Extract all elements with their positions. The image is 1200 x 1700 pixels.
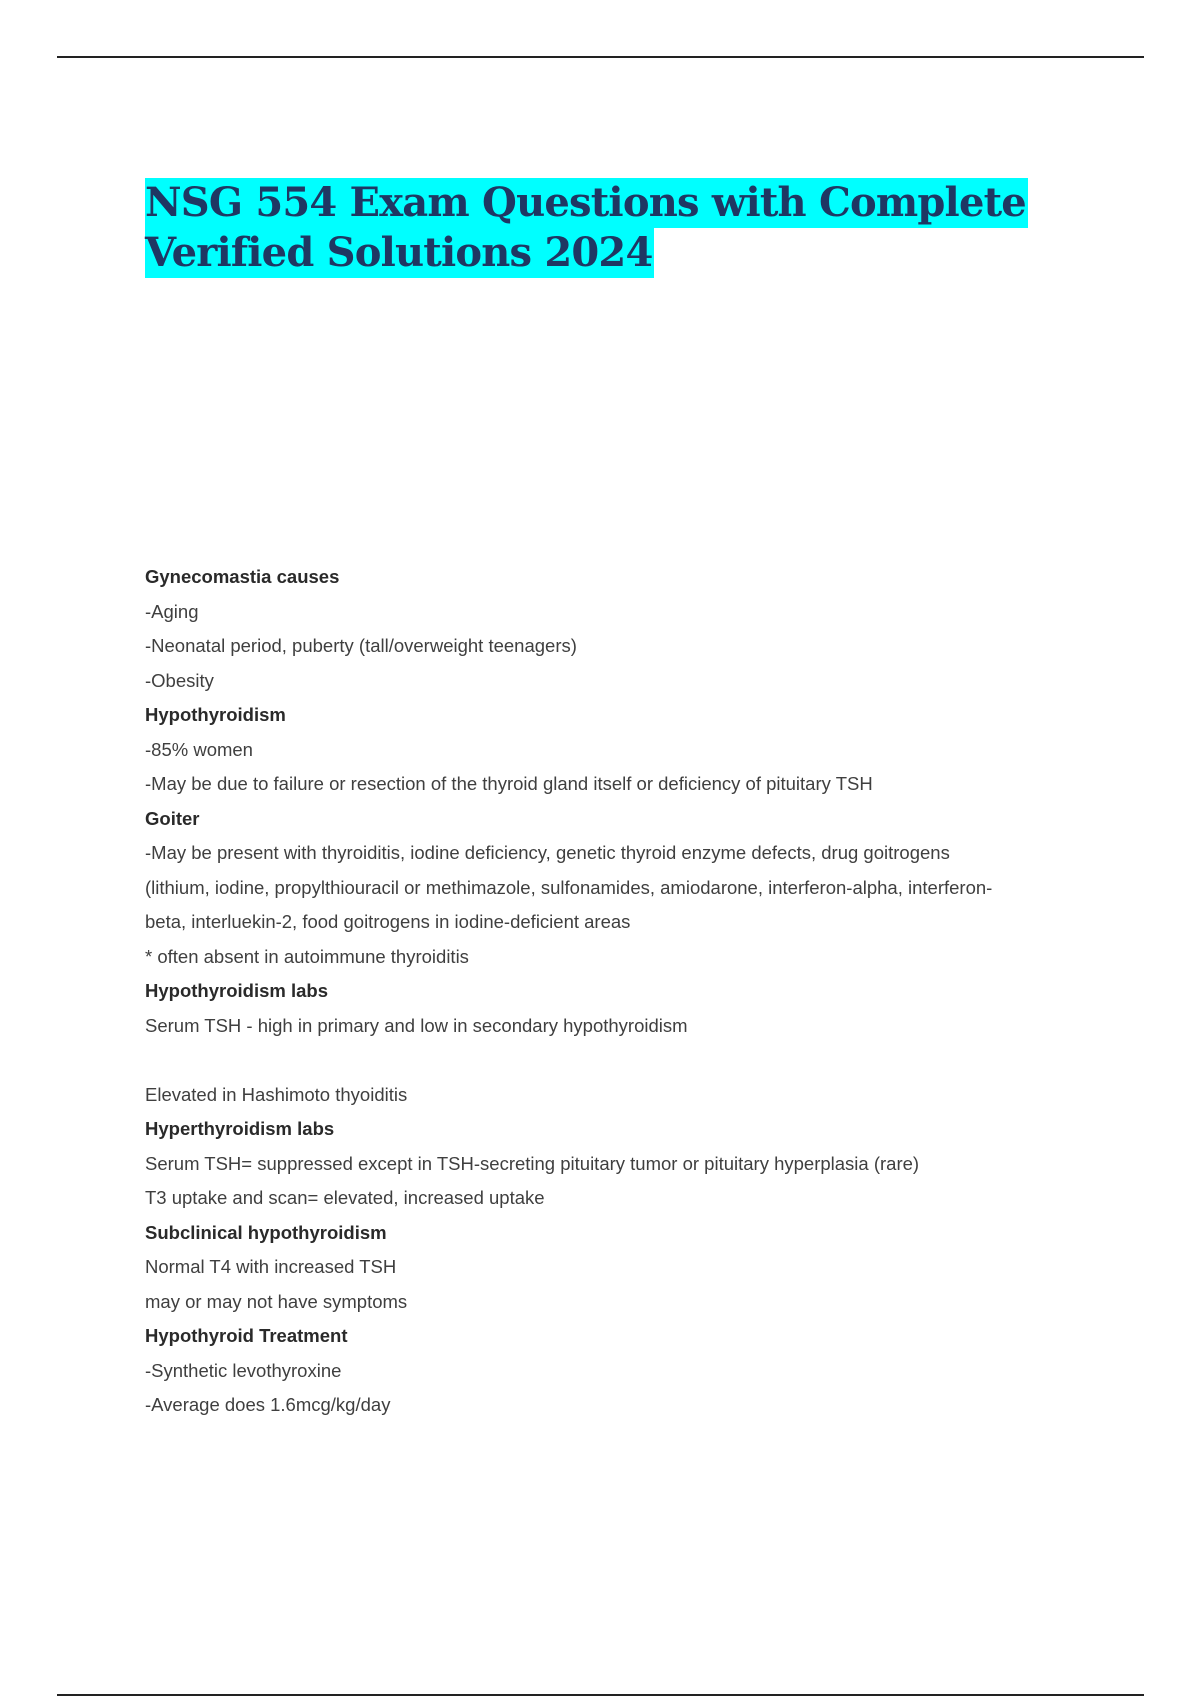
card-line: -Synthetic levothyroxine — [145, 1359, 342, 1381]
card-hypothyroidism-labs — [145, 974, 1085, 1112]
card-term: Goiter — [145, 807, 200, 829]
card-line: may or may not have symptoms — [145, 1290, 408, 1312]
flashcard-list — [145, 560, 1085, 1423]
card-line: -May be present with thyroiditis, iodine deficiency, genetic thyroid enzyme defects, drug goitrogens — [145, 842, 950, 863]
card-blank-line — [145, 1043, 1085, 1078]
card-line: beta, interluekin-2, food goitrogens in iodine-deficient areas — [145, 911, 631, 932]
card-gynecomastia — [145, 560, 1085, 698]
card-term: Gynecomastia causes — [145, 566, 340, 587]
card-hyperthyroidism-labs — [145, 1112, 1085, 1216]
card-goiter — [145, 802, 1085, 975]
card-line: T3 uptake and scan= elevated, increased uptake — [145, 1187, 545, 1208]
card-subclinical-hypothyroidism — [145, 1216, 1085, 1320]
card-line: Serum TSH= suppressed except in TSH-secreting pituitary tumor or pituitary hyperplasia (rare) — [145, 1152, 920, 1174]
card-line: -85% women — [145, 738, 253, 760]
card-line: Serum TSH - high in primary and low in secondary hypothyroidism — [145, 1014, 688, 1036]
header-rule — [57, 56, 1144, 58]
card-hypothyroid-treatment — [145, 1319, 1085, 1423]
card-line: -Neonatal period, puberty (tall/overweight teenagers) — [145, 635, 577, 656]
footer-rule — [57, 1694, 1144, 1696]
card-term: Subclinical hypothyroidism — [145, 1221, 387, 1243]
card-term: Hyperthyroidism labs — [145, 1118, 335, 1139]
card-term: Hypothyroidism — [145, 704, 286, 725]
card-line: -Aging — [145, 600, 199, 622]
card-line: (lithium, iodine, propylthiouracil or methimazole, sulfonamides, amiodarone, interferon-alpha, interferon- — [145, 876, 993, 898]
card-line: -Obesity — [145, 669, 214, 691]
title-line-2: Verified Solutions 2024 — [145, 229, 653, 276]
card-term: Hypothyroid Treatment — [145, 1325, 348, 1346]
card-line: * often absent in autoimmune thyroiditis — [145, 945, 469, 967]
card-line: Elevated in Hashimoto thyoiditis — [145, 1083, 408, 1105]
document-title — [145, 178, 1045, 278]
card-line: -May be due to failure or resection of the thyroid gland itself or deficiency of pituitary TSH — [145, 773, 873, 794]
card-line: -Average does 1.6mcg/kg/day — [145, 1394, 391, 1415]
card-term: Hypothyroidism labs — [145, 980, 328, 1001]
card-hypothyroidism — [145, 698, 1085, 802]
card-line: Normal T4 with increased TSH — [145, 1256, 397, 1277]
title-line-1: NSG 554 Exam Questions with Complete — [145, 179, 1026, 226]
